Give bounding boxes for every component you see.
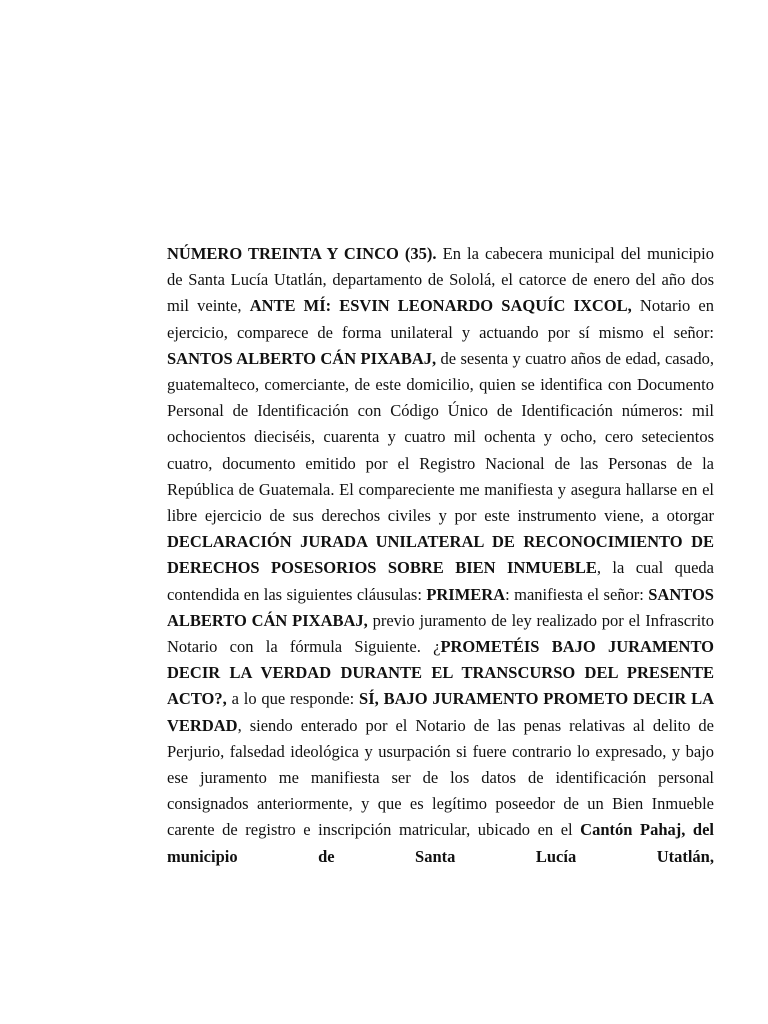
text-segment: , siendo enterado por el Notario de las penas relativas al delito de Perjurio, falsedad ideológica y usurpación si fuere contrario lo expresado, y bajo ese juramento me manifiesta ser de los datos de identificación personal consignados anteriormente, y que es legítimo poseedor de un Bien Inmueble carente de registro e inscripción matricular, ubicado en el [167, 715, 714, 840]
document-paragraph [167, 241, 714, 870]
text-segment: , la cual queda contendida en las siguientes cláusulas: [167, 558, 714, 604]
oath-answer: SÍ, BAJO JURAMENTO PROMETO DECIR LA VERDAD [167, 689, 714, 735]
deed-number-heading: NÚMERO TREINTA Y CINCO (35). [167, 244, 437, 263]
text-segment: de sesenta y cuatro años de edad, casado, guatemalteco, comerciante, de este domicilio, quien se identifica con Documento Personal de Identificación con Código Único de Identificación números: mil ochocientos dieciséis, cuarenta y cuatro mil ochenta y ocho, cero setecientos cuatro, documento emitido por el Registro Nacional de las Personas de la República de Guatemala. El compareciente me manifiesta y asegura hallarse en el libre ejercicio de sus derechos civiles y por este instrumento viene, a otorgar [167, 348, 715, 526]
text-segment: previo juramento de ley realizado por el Infrascrito Notario con la fórmula Siguiente. ¿ [167, 610, 714, 657]
declarant-name: SANTOS ALBERTO CÁN PIXABAJ, [167, 348, 437, 368]
property-location: Cantón Pahaj, del municipio de Santa Lucía Utatlán, [167, 820, 714, 866]
notary-name: ANTE MÍ: ESVIN LEONARDO SAQUÍC IXCOL, [249, 296, 632, 316]
declarant-name: SANTOS ALBERTO CÁN PIXABAJ, [167, 584, 714, 630]
oath-question: PROMETÉIS BAJO JURAMENTO DECIR LA VERDAD DURANTE EL TRANSCURSO DEL PRESENTE ACTO?, [167, 637, 715, 709]
clause-first-label: PRIMERA [426, 584, 506, 604]
declaration-title: DECLARACIÓN JURADA UNILATERAL DE RECONOCIMIENTO DE DERECHOS POSESORIOS SOBRE BIEN INMUEBLE [167, 532, 714, 578]
text-segment: En la cabecera municipal del municipio de Santa Lucía Utatlán, departamento de Sololá, el catorce de enero del año dos mil veinte, [167, 244, 714, 316]
text-segment: : manifiesta el señor: [505, 584, 649, 604]
text-segment: Notario en ejercicio, comparece de forma unilateral y actuando por sí mismo el señor: [167, 296, 714, 342]
text-segment: a lo que responde: [226, 689, 360, 709]
